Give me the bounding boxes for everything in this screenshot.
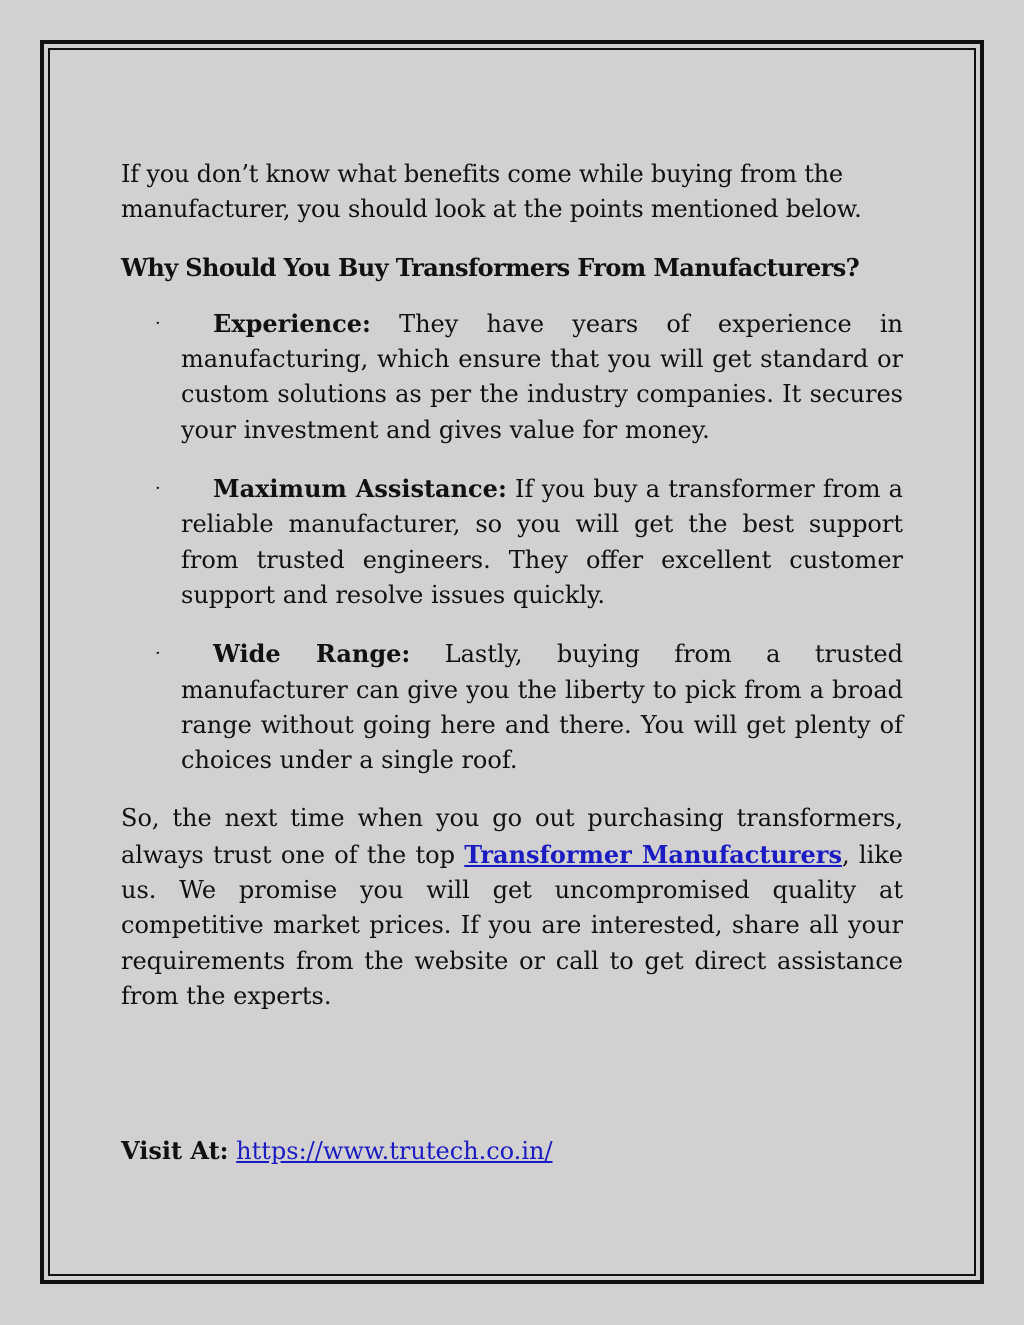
bullet-text: If you buy a transformer from a reliable manufacturer, so you will get the best support from trusted engineers. They offer excellent customer support and resolve issues quickly. — [181, 475, 903, 609]
closing-text-before: So, the next time when you go out purchasing transformers, always trust one of the top — [121, 804, 903, 869]
website-link[interactable]: https://www.trutech.co.in/ — [236, 1137, 553, 1165]
bullet-marker: · — [155, 478, 161, 500]
section-heading: Why Should You Buy Transformers From Manufacturers? — [121, 252, 860, 282]
bullet-term: Wide Range: — [213, 639, 411, 669]
closing-text-after: , like us. We promise you will get uncompromised quality at competitive market prices. If you are interested, share all your requirements from the website or call to get direct assistance from the experts. — [121, 840, 903, 1010]
bullet-text: Lastly, buying from a trusted manufacturer can give you the liberty to pick from a broad range without going here and there. You will get plenty of choices under a single roof. — [181, 640, 903, 775]
closing-paragraph — [121, 801, 903, 1014]
list-item — [121, 636, 903, 778]
bullet-term: Experience: — [213, 308, 371, 338]
bullet-term: Maximum Assistance: — [213, 474, 507, 504]
document-body — [121, 157, 903, 1014]
intro-paragraph: If you don’t know what benefits come while buying from the manufacturer, you should look at the points mentioned below. — [121, 160, 862, 224]
list-item — [121, 306, 903, 448]
benefits-list — [121, 306, 903, 779]
list-item — [121, 471, 903, 613]
bullet-marker: · — [155, 312, 161, 334]
visit-line — [121, 1133, 553, 1169]
visit-label: Visit At: — [121, 1136, 229, 1165]
bullet-marker: · — [155, 643, 161, 665]
transformer-manufacturers-link[interactable]: Transformer Manufacturers — [464, 839, 842, 869]
bullet-text: They have years of experience in manufacturing, which ensure that you will get standard or custom solutions as per the industry companies. It secures your investment and gives value for money. — [181, 309, 903, 444]
